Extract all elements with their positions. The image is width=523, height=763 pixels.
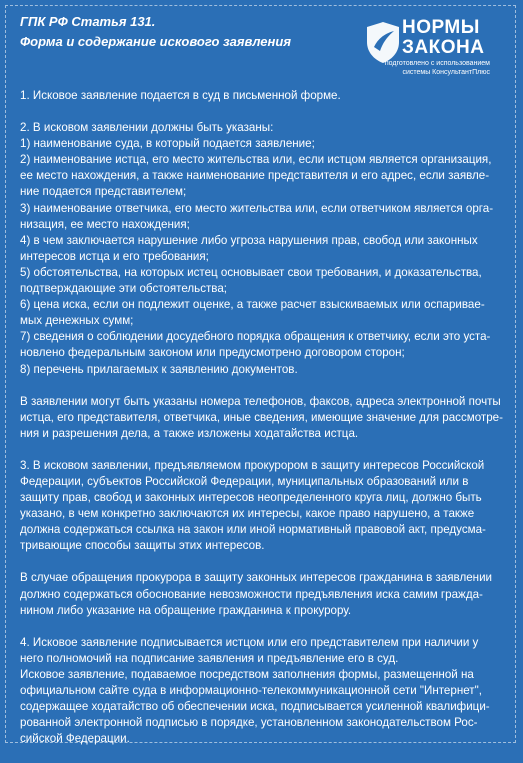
- text-line: В заявлении могут быть указаны номера телефонов, факсов, адреса электронной почты: [20, 394, 501, 408]
- text-line: В случае обращения прокурора в защиту законных интересов гражданина в заявлении: [20, 571, 493, 585]
- text-line: указано, в чем конкретно заключаются их интересы, какое право нарушено, а также: [20, 507, 475, 521]
- text-line: истца, его представителя, ответчика, иные сведения, имеющие значение для рассмотре-: [20, 410, 503, 424]
- article-body: [20, 88, 506, 763]
- title-line-2: Форма и содержание искового заявления: [20, 34, 291, 49]
- text-line: содержащее ходатайство об обеспечении иска, подписывается усиленной квалифици-: [20, 700, 490, 714]
- text-line: 3) наименование ответчика, его место жительства или, если ответчиком является орга-: [20, 201, 494, 215]
- logo-subtitle-line-1: подготовлено с использованием: [384, 60, 490, 67]
- text-line: интересов истца и его требования;: [20, 249, 209, 263]
- text-line: защиту прав, свобод и законных интересов неопределенного круга лиц, должно быть: [20, 491, 482, 505]
- logo-text-line-1: НОРМЫ: [402, 17, 480, 38]
- paragraph: [20, 570, 506, 618]
- text-line: тривающие способы защиты этих интересов.: [20, 539, 265, 553]
- text-line: низация, ее место нахождения;: [20, 217, 190, 231]
- paragraph: [20, 635, 506, 748]
- text-line: должна содержаться ссылка на закон или иной нормативный правовой акт, предусма-: [20, 523, 486, 537]
- text-line: ния и разрешения дела, а также изложены ходатайства истца.: [20, 426, 359, 440]
- text-line: 1. Исковое заявление подается в суд в письменной форме.: [20, 89, 341, 102]
- text-line: нином либо указание на обращение гражданина к прокурору.: [20, 603, 352, 617]
- paragraph: [20, 394, 506, 442]
- paragraph: [20, 458, 506, 555]
- text-line: официальном сайте суда в информационно-телекоммуникационной сети "Интернет",: [20, 684, 482, 697]
- text-line: сийской Федерации.: [20, 732, 130, 746]
- text-line: ее место нахождения, а также наименование представителя и его адрес, если заявле-: [20, 169, 490, 183]
- text-line: 4) в чем заключается нарушение либо угроза нарушения прав, свобод или законных: [20, 233, 478, 247]
- text-line: него полномочий на подписание заявления и предъявление его в суд.: [20, 651, 399, 665]
- text-line: новлено федеральным законом или предусмотрено договором сторон;: [20, 346, 405, 360]
- logo-text-line-2: ЗАКОНА: [402, 37, 485, 58]
- logo-subtitle: [368, 59, 490, 77]
- text-line: должно содержаться обоснование невозможности предъявления иска самим гражда-: [20, 587, 483, 601]
- text-line: ние подается представителем;: [20, 185, 187, 199]
- title-line-1: ГПК РФ Статья 131.: [20, 14, 156, 29]
- text-line: 4. Исковое заявление подписывается истцом или его представителем при наличии у: [20, 635, 479, 649]
- text-line: 1) наименование суда, в который подается заявление;: [20, 137, 315, 151]
- text-line: 8) перечень прилагаемых к заявлению документов.: [20, 362, 298, 376]
- logo-subtitle-line-2: системы КонсультантПлюс: [402, 69, 490, 76]
- text-line: 5) обстоятельства, на которых истец основывает свои требования, и доказательства,: [20, 265, 482, 279]
- text-line: Федерации, субъектов Российской Федерации, муниципальных образований или в: [20, 474, 469, 488]
- logo: [364, 16, 514, 88]
- shield-icon: [364, 20, 402, 64]
- text-line: 2. В исковом заявлении должны быть указаны:: [20, 121, 274, 135]
- text-line: мых денежных сумм;: [20, 314, 134, 328]
- text-line: подтверждающие эти обстоятельства;: [20, 282, 227, 296]
- page-title: [20, 12, 291, 52]
- text-line: 7) сведения о соблюдении досудебного порядка обращения к ответчику, если это уста-: [20, 330, 491, 344]
- text-line: 2) наименование истца, его место жительства или, если истцом является организация,: [20, 153, 492, 167]
- paragraph: [20, 88, 506, 104]
- text-line: рованной электронной подписью в порядке, установленном законодательством Рос-: [20, 716, 478, 730]
- text-line: Исковое заявление, подаваемое посредством заполнения формы, размещенной на: [20, 667, 474, 681]
- text-line: 6) цена иска, если он подлежит оценке, а также расчет взыскиваемых или оспаривае-: [20, 298, 485, 312]
- paragraph: [20, 120, 506, 378]
- text-line: 3. В исковом заявлении, предъявляемом прокурором в защиту интересов Российской: [20, 458, 485, 472]
